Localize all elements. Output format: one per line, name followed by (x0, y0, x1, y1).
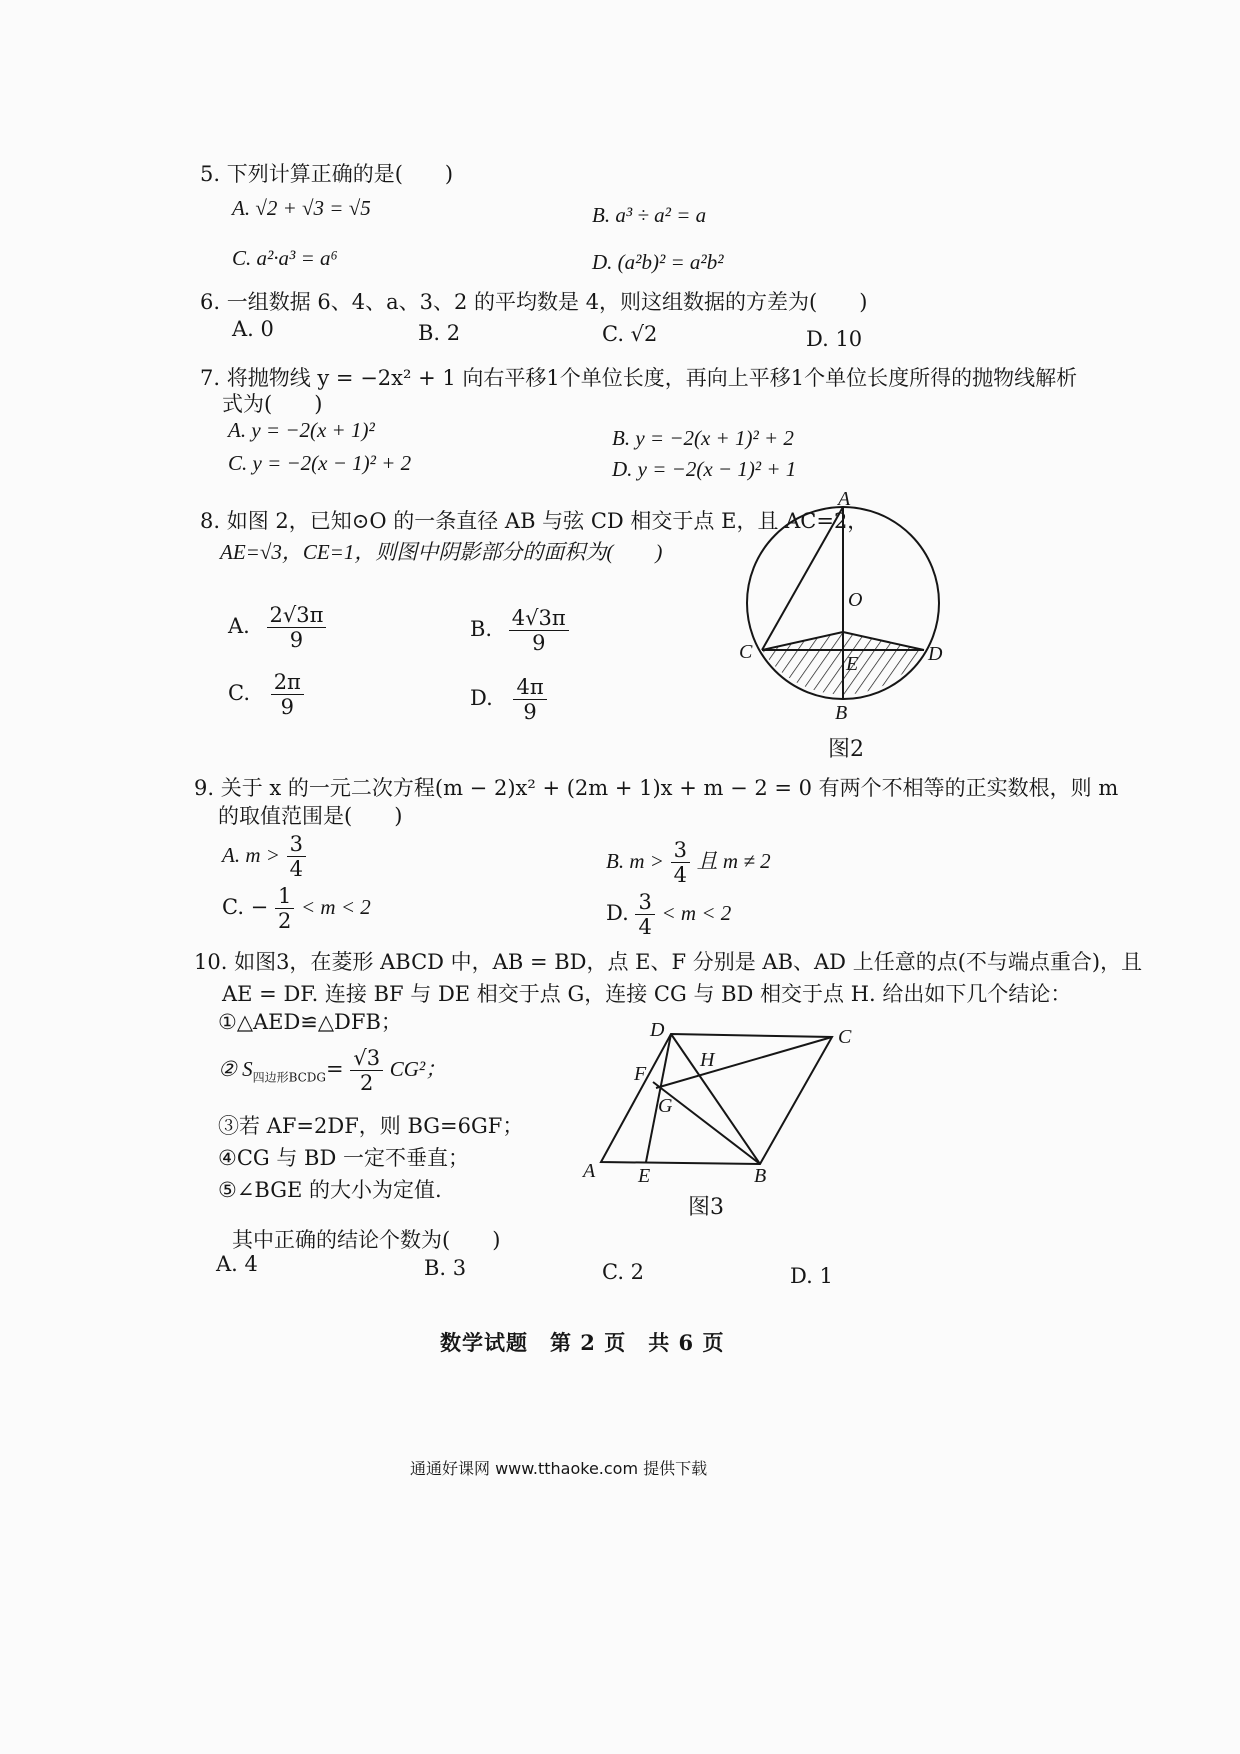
q9-stem: 9. 关于 x 的一元二次方程(m − 2)x² + (2m + 1)x + m − 2 = 0 有两个不相等的正实数根，则 m (194, 776, 1119, 800)
q7-stem: 7. 将抛物线 y = −2x² + 1 向右平移1个单位长度，再向上平移1个单位长度所得的抛物线解析 (200, 366, 1078, 390)
q10-c2-symbol: ② S (218, 1057, 253, 1082)
q9-option-d (606, 890, 731, 939)
q9-a-prefix: A. m > (222, 843, 280, 868)
figure-2-circle-diagram (730, 490, 960, 730)
q10-c2-suffix: CG²； (389, 1057, 447, 1082)
q7-stem-cont: 式为( ) (222, 392, 323, 416)
q8-b-denominator: 9 (532, 631, 546, 656)
q9-stem-cont: 的取值范围是( ) (218, 804, 403, 828)
q9-d-numerator: 3 (635, 890, 654, 915)
q9-d-denominator: 4 (638, 915, 652, 940)
q9-b-suffix: 且 m ≠ 2 (696, 849, 771, 874)
label-a: A (583, 1160, 596, 1182)
q10-option-c: C. 2 (602, 1260, 645, 1284)
q8-a-denominator: 9 (289, 628, 304, 653)
q8-stem-cont: AE=√3，CE=1，则图中阴影部分的面积为( ) (220, 540, 663, 564)
q8-d-numerator: 4π (513, 675, 546, 700)
label-f: F (634, 1063, 647, 1085)
q9-c-numerator: 1 (275, 884, 294, 909)
label-e: E (638, 1165, 651, 1187)
q10-option-b: B. 3 (424, 1256, 467, 1280)
q10-conclusion-3: ③若 AF=2DF，则 BG=6GF； (218, 1114, 524, 1138)
q9-b-numerator: 3 (671, 838, 690, 863)
q10-c2-denominator: 2 (360, 1071, 374, 1096)
q10-c2-subscript: 四边形BCDG (252, 1070, 327, 1085)
q10-option-a: A. 4 (216, 1252, 258, 1276)
figure-3-rhombus-diagram (570, 1010, 870, 1195)
label-d: D (650, 1019, 665, 1041)
q5-option-d: D. (a²b)² = a²b² (592, 250, 724, 274)
q8-b-numerator: 4√3π (509, 606, 569, 631)
q8-option-c-label: C. (228, 681, 250, 706)
q6-option-a: A. 0 (232, 317, 274, 341)
q6-stem: 6. 一组数据 6、4、a、3、2 的平均数是 4，则这组数据的方差为( ) (200, 290, 868, 314)
q8-c-denominator: 9 (280, 695, 294, 720)
label-b: B (754, 1165, 767, 1187)
q9-d-suffix: < m < 2 (661, 901, 732, 926)
q8-option-b-label: B. (470, 617, 493, 642)
figure-3-caption: 图3 (688, 1195, 724, 1220)
q8-option-b (470, 606, 569, 655)
label-g: G (658, 1095, 673, 1117)
q8-a-numerator: 2√3π (267, 603, 327, 628)
segment-cg (656, 1037, 832, 1088)
label-o: O (848, 589, 863, 611)
q10-stem-cont: AE = DF. 连接 BF 与 DE 相交于点 G，连接 CG 与 BD 相交于点 H. 给出如下几个结论： (222, 982, 1072, 1006)
q9-option-c (222, 884, 371, 933)
label-e: E (846, 653, 859, 675)
q10-conclusion-5: ⑤∠BGE 的大小为定值. (218, 1178, 442, 1202)
q7-option-c: C. y = −2(x − 1)² + 2 (228, 451, 412, 475)
q8-stem: 8. 如图 2，已知⊙O 的一条直径 AB 与弦 CD 相交于点 E，且 AC=2， (200, 509, 869, 533)
segment-ac (762, 507, 843, 650)
q9-a-numerator: 3 (287, 832, 306, 857)
q6-option-c: C. √2 (602, 322, 658, 346)
label-b: B (835, 702, 848, 724)
diagonal-bd (671, 1034, 760, 1164)
label-c: C (838, 1026, 852, 1048)
q9-a-denominator: 4 (289, 857, 303, 882)
q10-c2-equals: = (326, 1057, 344, 1082)
q5-option-c: C. a²·a³ = a⁶ (232, 246, 338, 270)
q7-option-b: B. y = −2(x + 1)² + 2 (612, 426, 794, 450)
q9-c-denominator: 2 (277, 909, 292, 934)
label-d: D (928, 643, 943, 665)
q8-option-a-label: A. (228, 614, 250, 639)
download-credit: 通通好课网 www.tthaoke.com 提供下载 (410, 1459, 708, 1478)
q5-stem: 5. 下列计算正确的是( ) (200, 162, 454, 186)
q10-option-d: D. 1 (790, 1264, 833, 1288)
q10-conclusion-2 (218, 1046, 446, 1095)
q9-option-a (222, 832, 306, 881)
label-c: C (739, 641, 753, 663)
q5-option-b: B. a³ ÷ a² = a (592, 203, 707, 227)
q7-option-a: A. y = −2(x + 1)² (228, 418, 375, 442)
q10-stem: 10. 如图3，在菱形 ABCD 中，AB = BD，点 E、F 分别是 AB、AD 上任意的点(不与端点重合)，且 (194, 950, 1143, 974)
q9-c-prefix: C. − (222, 895, 269, 920)
q8-d-denominator: 9 (523, 700, 537, 725)
q5-option-a: A. √2 + √3 = √5 (232, 196, 371, 220)
q8-option-c (228, 670, 304, 719)
q8-option-d-label: D. (470, 686, 493, 711)
label-a: A (838, 490, 851, 510)
q9-d-prefix: D. (606, 901, 629, 926)
q10-conclusion-1: ①△AED≌△DFB； (218, 1010, 402, 1034)
q10-conclusion-4: ④CG 与 BD 一定不垂直； (218, 1146, 469, 1170)
q9-c-suffix: < m < 2 (301, 895, 371, 920)
q8-option-d (470, 675, 547, 724)
q6-option-b: B. 2 (418, 321, 461, 345)
q6-option-d: D. 10 (806, 327, 863, 351)
q10-ask: 其中正确的结论个数为( ) (232, 1228, 501, 1252)
q10-c2-numerator: √3 (350, 1046, 383, 1071)
q8-option-a (228, 603, 326, 652)
q9-option-b (606, 838, 771, 887)
page-footer: 数学试题 第 2 页 共 6 页 (440, 1330, 725, 1355)
q7-option-d: D. y = −2(x − 1)² + 1 (612, 457, 797, 481)
figure-2-caption: 图2 (828, 737, 864, 762)
q8-c-numerator: 2π (271, 670, 304, 695)
q9-b-prefix: B. m > (606, 849, 664, 874)
q9-b-denominator: 4 (673, 863, 687, 888)
label-h: H (700, 1049, 715, 1071)
